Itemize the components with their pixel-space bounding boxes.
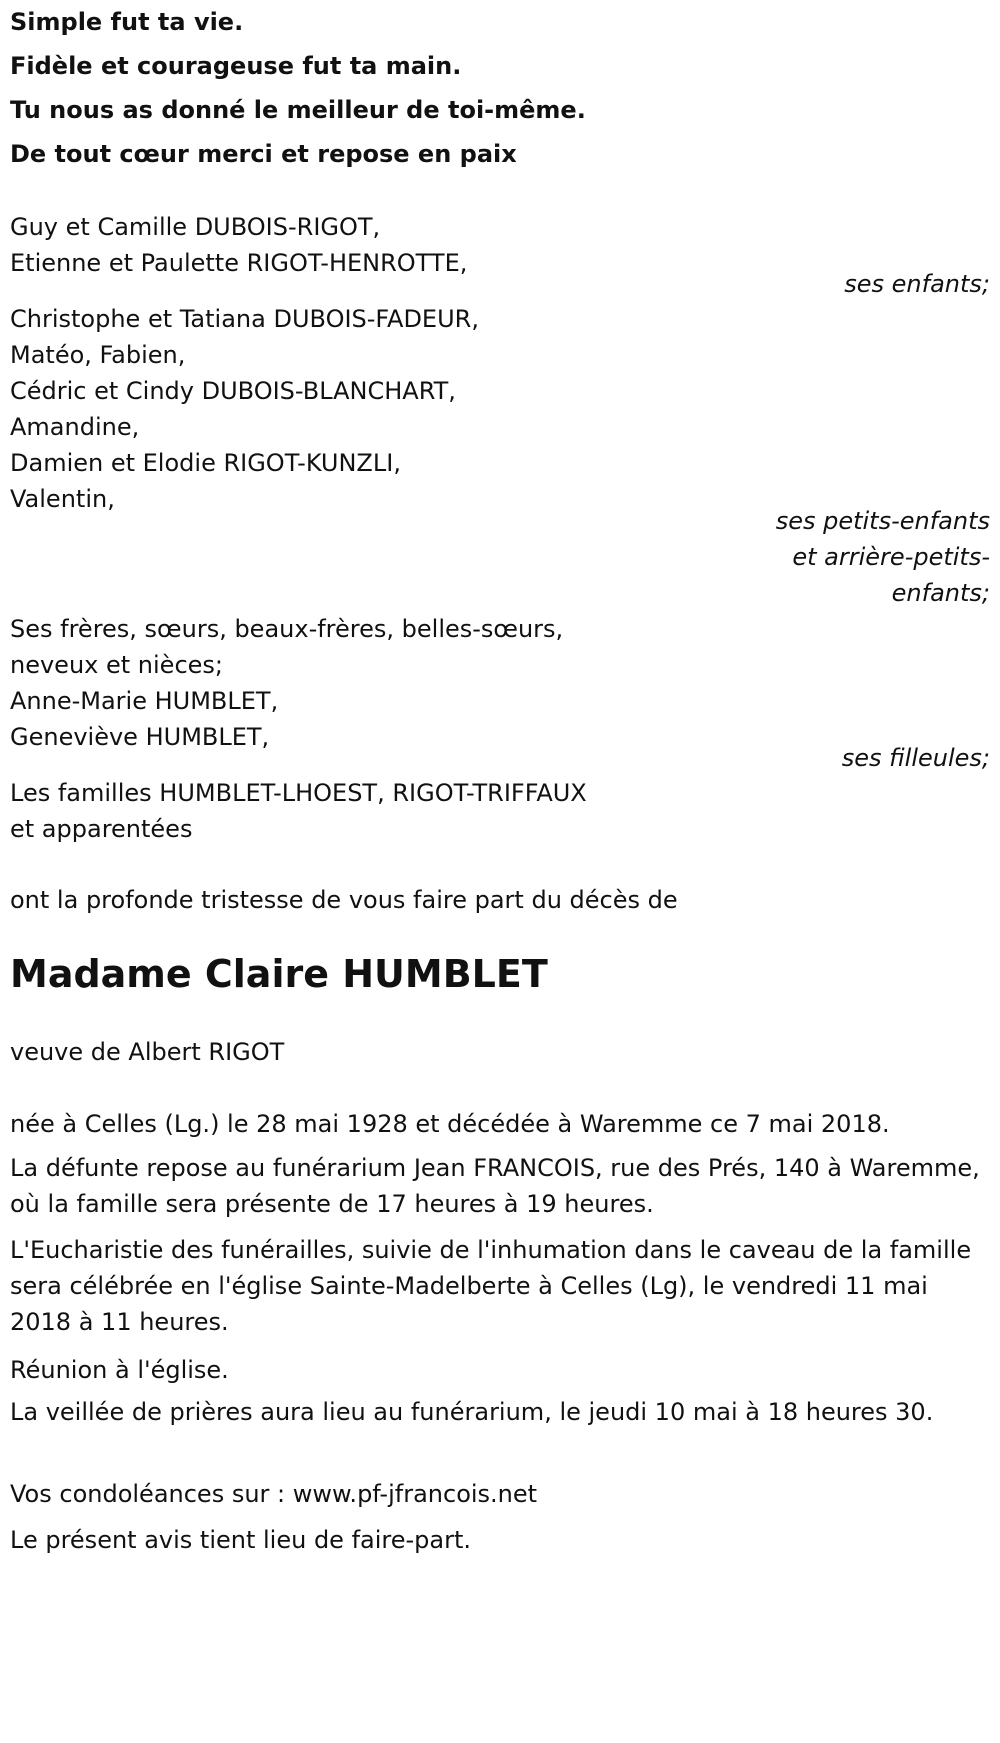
grandchild-name: Amandine, [10, 413, 140, 441]
announcement: ont la profonde tristesse de vous faire part du décès de [10, 886, 678, 914]
grandchildren-role-line: et arrière-petits- [792, 543, 990, 571]
verse-line-1: Simple fut ta vie. [10, 8, 244, 36]
deceased-name: Madame Claire HUMBLET [10, 952, 548, 996]
child-name: Etienne et Paulette RIGOT-HENROTTE, [10, 249, 468, 277]
condolences-paragraph: Vos condoléances sur : www.pf-jfrancois.net [10, 1480, 538, 1508]
grandchildren-role-line: ses petits-enfants [775, 507, 990, 535]
siblings-line: Ses frères, sœurs, beaux-frères, belles-sœurs, [10, 615, 564, 643]
grandchild-name: Valentin, [10, 485, 115, 513]
verse-line-3: Tu nous as donné le meilleur de toi-même. [10, 96, 586, 124]
goddaughter-name: Anne-Marie HUMBLET, [10, 687, 279, 715]
children-role: ses enfants; [844, 270, 990, 298]
widow-of: veuve de Albert RIGOT [10, 1038, 285, 1066]
grandchild-name: Christophe et Tatiana DUBOIS-FADEUR, [10, 305, 479, 333]
funerarium-paragraph: La défunte repose au funérarium Jean FRANCOIS, rue des Prés, 140 à Waremme, où la famille sera présente de 17 heures à 19 heures. [10, 1154, 980, 1218]
verse-line-4: De tout cœur merci et repose en paix [10, 140, 517, 168]
grandchild-name: Damien et Elodie RIGOT-KUNZLI, [10, 449, 401, 477]
funeral-paragraph: L'Eucharistie des funérailles, suivie de l'inhumation dans le caveau de la famille sera célébrée en l'église Sainte-Madelberte à Celles (Lg), le vendredi 11 mai 2018 à 11 heures. [10, 1236, 972, 1336]
grandchild-name: Matéo, Fabien, [10, 341, 186, 369]
meeting-paragraph: Réunion à l'église. [10, 1356, 229, 1384]
families-line: et apparentées [10, 815, 193, 843]
notice-paragraph: Le présent avis tient lieu de faire-part. [10, 1526, 472, 1554]
goddaughters-role: ses filleules; [841, 744, 990, 772]
siblings-line: neveux et nièces; [10, 651, 223, 679]
vigil-paragraph: La veillée de prières aura lieu au funérarium, le jeudi 10 mai à 18 heures 30. [10, 1398, 934, 1426]
child-name: Guy et Camille DUBOIS-RIGOT, [10, 213, 381, 241]
verse-line-2: Fidèle et courageuse fut ta main. [10, 52, 462, 80]
birth-death-paragraph: née à Celles (Lg.) le 28 mai 1928 et décédée à Waremme ce 7 mai 2018. [10, 1110, 890, 1138]
goddaughter-name: Geneviève HUMBLET, [10, 723, 270, 751]
families-line: Les familles HUMBLET-LHOEST, RIGOT-TRIFFAUX [10, 779, 587, 807]
grandchildren-role-line: enfants; [891, 579, 990, 607]
grandchild-name: Cédric et Cindy DUBOIS-BLANCHART, [10, 377, 456, 405]
